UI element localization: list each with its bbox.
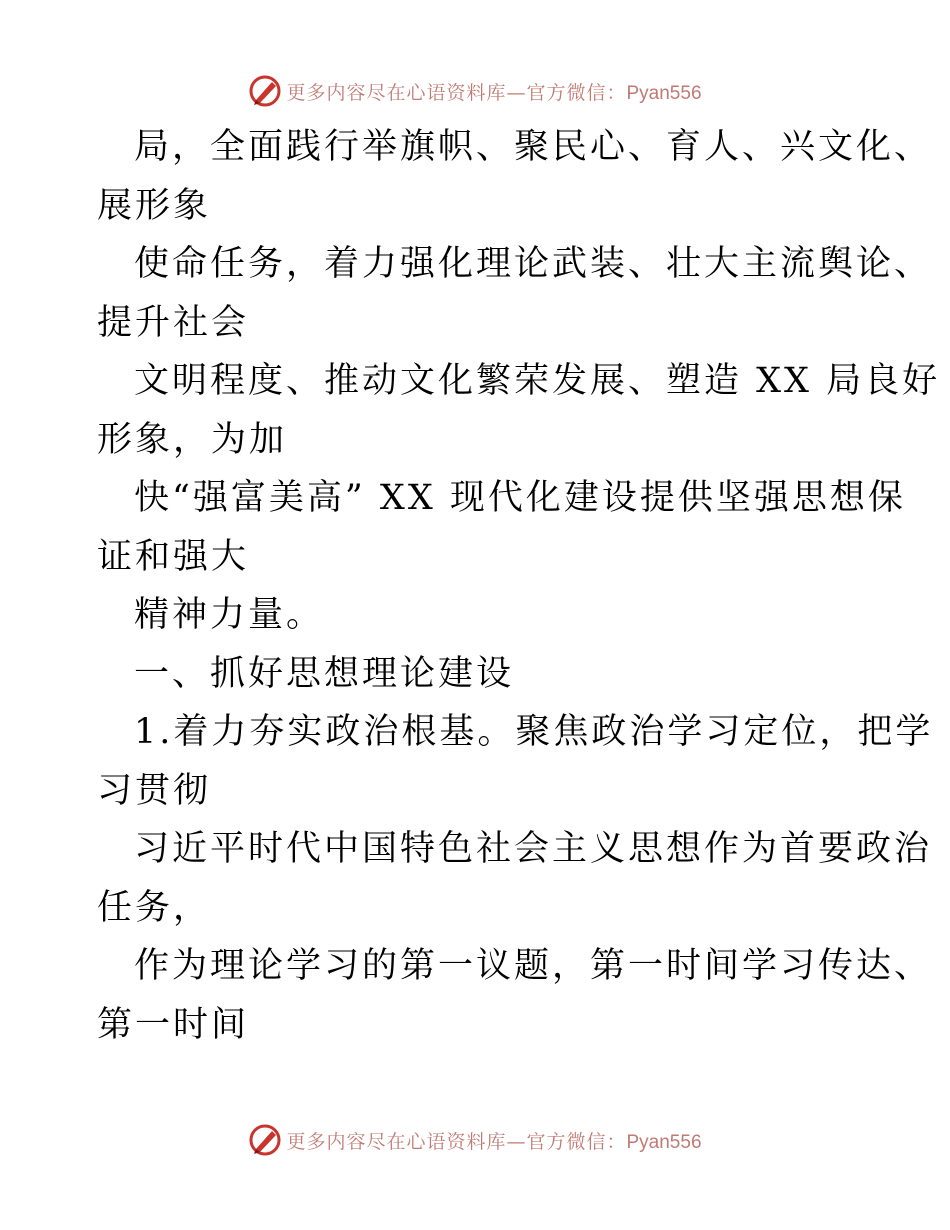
text-line: 1.着力夯实政治根基。聚焦政治学习定位，把学 (134, 712, 934, 752)
text-line: 形象，为加 (97, 419, 288, 460)
text-line: 习贯彻 (97, 770, 212, 811)
text-line: 文明程度、推动文化繁荣发展、塑造 XX 局良好 (134, 361, 941, 401)
section-heading: 一、抓好思想理论建设 (134, 653, 515, 694)
text-line: 作为理论学习的第一议题，第一时间学习传达、 (134, 946, 933, 986)
text-line: 任务， (97, 887, 212, 928)
text-line: 精神力量。 (134, 595, 325, 635)
document-body (97, 118, 941, 1054)
text-line: 局，全面践行举旗帜、聚民心、育人、兴文化、 (134, 127, 933, 167)
text-line: 展形象 (97, 185, 212, 226)
watermark-text: 更多内容尽在心语资料库—官方微信：Pyan556 (286, 81, 702, 104)
text-line: 习近平时代中国特色社会主义思想作为首要政治 (134, 829, 933, 869)
text-line: 使命任务，着力强化理论武装、壮大主流舆论、 (134, 244, 933, 284)
text-line: 证和强大 (97, 536, 250, 577)
pen-logo-icon (248, 1123, 282, 1157)
watermark-id: Pyan556 (626, 1131, 702, 1153)
header-watermark (0, 71, 950, 111)
text-line: 提升社会 (97, 302, 250, 343)
text-line: 第一时间 (97, 1004, 250, 1045)
text-line: 快“强富美高” XX 现代化建设提供坚强思想保 (134, 478, 906, 518)
pen-logo-icon (248, 74, 282, 108)
footer-watermark (0, 1120, 950, 1160)
watermark-text: 更多内容尽在心语资料库—官方微信：Pyan556 (286, 1130, 702, 1153)
watermark-id: Pyan556 (626, 82, 702, 104)
